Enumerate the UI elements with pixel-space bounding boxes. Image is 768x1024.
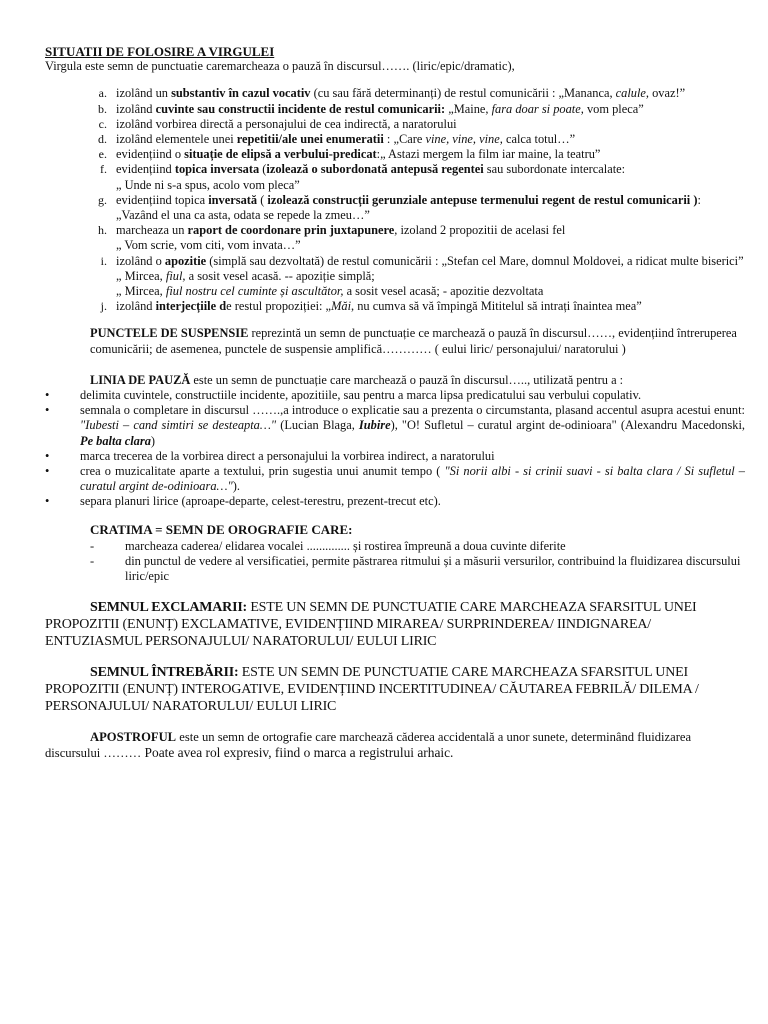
bullet-icon: • [45,448,50,463]
section-intrebarii [45,664,745,715]
list-item: • marca trecerea de la vorbirea direct a personajului la vorbirea indirect, a naratorului [45,448,495,463]
exclamarii-text: ESTE UN SEMN DE PUNCTUATIE CARE MARCHEAZA SFARSITUL UNEI PROPOZITII (ENUNȚ) EXCLAMATIVE, EVIDENȚIIND MIRAREA/ SURPRINDEREA/ IINDIGNAREA/ ENTUZIASMUL PERSONAJULUI/ NARATORULUI/ EULUI LIRIC [45,599,697,649]
linia-heading: LINIA DE PAUZĂ [90,372,191,387]
intro-paragraph: Virgula este semn de punctuatie caremarcheaza o pauză în discursul……. (liric/epic/dramatic), [45,59,515,74]
exclamarii-heading: SEMNUL EXCLAMARII: [90,599,248,615]
list-item-f: f. evidențiind topica inversata (izolează o subordonată antepusă regentei sau subordonate intercalate: „ Unde ni s-a spus, acolo vom pleca” [110,162,745,192]
list-item: • crea o muzicalitate aparte a textului, prin sugestia unui anumit tempo ( "Si norii albi - si crinii suavi - si balta clara / Si sufletul – curatul argint de-odinioara…"). [45,464,746,494]
apostroful-dots: ……… [103,745,142,760]
dash-icon: - [90,538,95,553]
list-item-d: d. izolând elementele unei repetitii/ale unei enumeratii : „Care vine, vine, vine, calca totul…” [110,132,745,147]
section-linia-pauza [45,373,745,388]
list-item-j: j. izolând interjecțiile de restul propoziției: „Măi, nu cumva să vă împingă Mititelul să intrați înaintea mea” [110,299,745,314]
linia-text: este un semn de punctuație care marchează o pauză în discursul….., utilizată pentru a : [190,372,624,387]
apostroful-end: Poate avea rol expresiv, fiind o marca a registrului arhaic. [141,744,454,760]
intrebarii-text: ESTE UN SEMN DE PUNCTUATIE CARE MARCHEAZA SFARSITUL UNEI PROPOZITII (ENUNȚ) INTEROGATIVE, EVIDENȚIIND INCERTITUDINEA/ CĂUTAREA FEBRILĂ/ DILEMA / PERSONAJULUI/ NARATORULUI/ EULUI LIRIC [45,664,699,714]
section-apostroful [45,729,745,761]
cratima-heading: CRATIMA = SEMN DE OROGRAFIE CARE: [90,521,353,537]
list-item: • semnala o completare in discursul …….,a introduce o explicatie sau a prezenta o circumstanta, plasand accentul asupra acestui enunt: "Iubesti – cand simtiri se desteapta…" (Lucian Blaga, Iubire), "O! Sufletul – curatul argint de-odinioara" (Alexandru Macedonski, Pe balta clara) [45,403,746,448]
dash-icon: - [90,554,95,569]
suspensie-heading: PUNCTELE DE SUSPENSIE [90,326,249,341]
list-item-i: i. izolând o apozitie (simplă sau dezvoltată) de restul comunicării : „Stefan cel Mare, domnul Moldovei, a ridicat multe biserici” „ Mircea, fiul, a sosit vesel acasă. -- apoziție simplă; „ Mircea, fiul nostru cel cuminte și ascultător, a sosit vesel acasă; - apozitie dezvoltata [110,254,745,300]
bullet-icon: • [45,494,50,509]
bullet-icon: • [45,403,50,418]
document-page [45,44,745,761]
list-item: • delimita cuvintele, constructiile incidente, apozitiile, sau pentru a marca lipsa predicatului sau verbului copulativ. [45,388,642,403]
document-title: SITUATII DE FOLOSIRE A VIRGULEI [45,44,275,59]
apostroful-heading: APOSTROFUL [90,729,177,744]
suspensie-text: reprezintă un semn de punctuație ce marchează o pauză în discursul……, evidențiind întreruperea comunicării; de asemenea, punctele de suspensie amplifică………… ( eului liric/ personajului/ naratorului ) [90,326,737,356]
bullet-icon: • [45,388,50,403]
list-item-g: g. evidențiind topica inversată ( izolează construcții gerunziale antepuse termenului regent de restul comunicarii ): „Vazând el una ca asta, odata se repede la zmeu…” [110,193,745,223]
list-item: • separa planuri lirice (aproape-departe, celest-terestru, prezent-trecut etc). [45,494,441,509]
intrebarii-heading: SEMNUL ÎNTREBĂRII: [90,664,239,680]
list-item-c: c. izolând vorbirea directă a personajului de cea indirectă, a naratorului [110,117,745,132]
apostroful-text: este un semn de ortografie care marchează căderea accidentală a unor sunete, determinând fluidizarea discursului [45,729,692,760]
cratima-dash-list [45,539,745,585]
list-item-h: h. marcheaza un raport de coordonare prin juxtapunere, izoland 2 propozitii de acelasi fel „ Vom scrie, vom citi, vom invata…” [110,223,745,253]
list-item-b: b. izolând cuvinte sau constructii incidente de restul comunicarii: „Maine, fara doar si poate, vom pleca” [110,102,745,117]
list-item-a: a. izolând un substantiv în cazul vocativ (cu sau fără determinanți) de restul comunicării : „Mananca, calule, ovaz!” [110,86,745,101]
bullet-icon: • [45,464,50,479]
comma-uses-list [45,86,745,314]
section-exclamarii [45,599,745,650]
list-item: - din punctul de vedere al versificatiei, permite păstrarea ritmului și a măsurii versurilor, contribuind la fluidizarea discursului liric/epic [90,554,741,584]
list-item: - marcheaza caderea/ elidarea vocalei .............. și rostirea împreună a doua cuvinte diferite [90,538,566,553]
linia-bullet-list [45,388,745,510]
section-suspensie [45,326,745,356]
list-item-e: e. evidențiind o situație de elipsă a verbului-predicat:„ Astazi mergem la film iar maine, la teatru” [110,147,745,162]
section-cratima [45,522,745,537]
